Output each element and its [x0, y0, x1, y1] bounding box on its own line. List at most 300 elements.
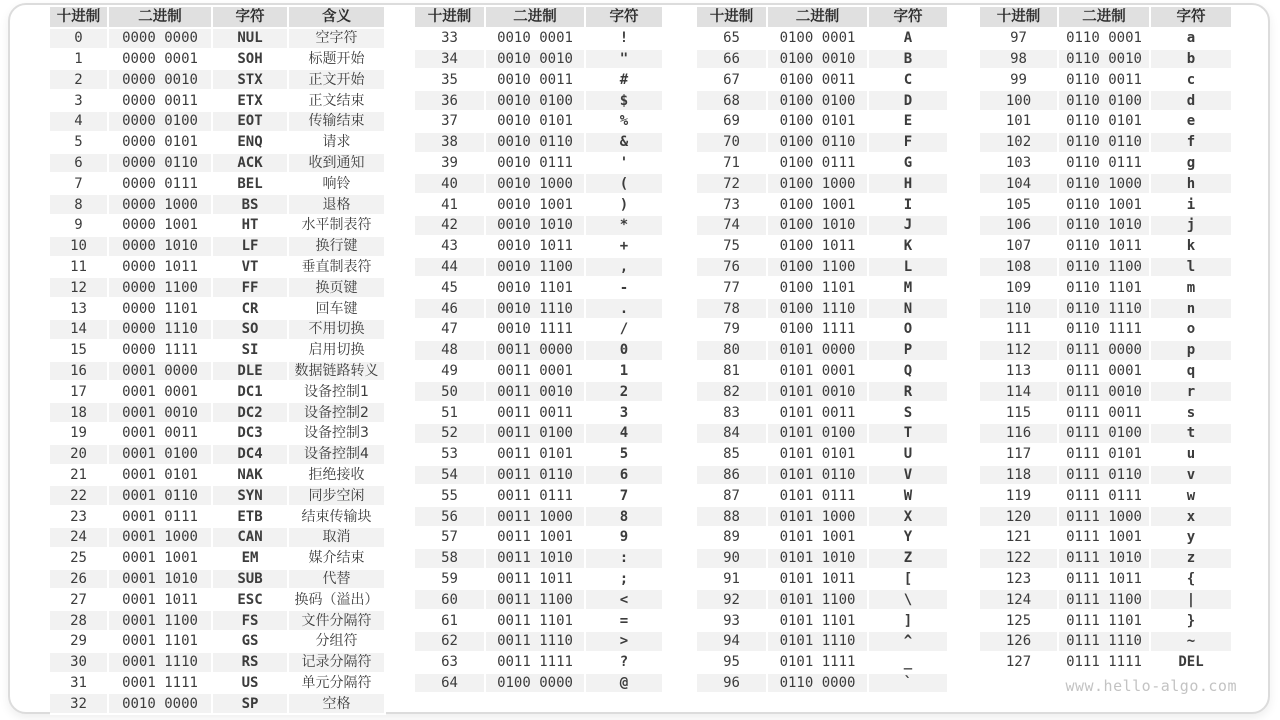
binary-cell: 0111 0010 [1058, 381, 1150, 402]
binary-cell: 0101 1000 [767, 506, 868, 527]
table-header [697, 7, 948, 28]
char-cell: ENQ [212, 132, 288, 153]
binary-cell: 0001 1011 [108, 589, 212, 610]
char-cell: Q [868, 361, 948, 382]
decimal-cell: 10 [50, 236, 108, 257]
decimal-cell: 15 [50, 340, 108, 361]
decimal-cell: 1 [50, 49, 108, 70]
binary-cell: 0001 1111 [108, 673, 212, 694]
char-cell: H [868, 173, 948, 194]
char-cell: > [585, 631, 663, 652]
table-row [415, 610, 663, 631]
table-row [50, 402, 385, 423]
ascii-uppercase-table [697, 7, 949, 694]
decimal-cell: 4 [50, 111, 108, 132]
meaning-cell: 启用切换 [288, 340, 385, 361]
meaning-cell: 垂直制表符 [288, 257, 385, 278]
decimal-cell: 120 [980, 506, 1058, 527]
binary-cell: 0010 1100 [485, 257, 585, 278]
char-cell: z [1150, 548, 1232, 569]
decimal-cell: 92 [697, 589, 767, 610]
decimal-cell: 36 [415, 90, 485, 111]
meaning-cell: 空字符 [288, 28, 385, 49]
binary-cell: 0101 0011 [767, 402, 868, 423]
table-row [415, 215, 663, 236]
char-cell: n [1150, 298, 1232, 319]
binary-cell: 0111 1101 [1058, 610, 1150, 631]
char-cell: w [1150, 485, 1232, 506]
char-cell: j [1150, 215, 1232, 236]
table-row [415, 28, 663, 49]
char-cell: SYN [212, 485, 288, 506]
decimal-cell: 74 [697, 215, 767, 236]
binary-cell: 0100 0101 [767, 111, 868, 132]
table-row [697, 402, 948, 423]
decimal-cell: 89 [697, 527, 767, 548]
decimal-cell: 97 [980, 28, 1058, 49]
decimal-cell: 7 [50, 173, 108, 194]
char-cell: $ [585, 90, 663, 111]
meaning-cell: 不用切换 [288, 319, 385, 340]
binary-cell: 0111 1000 [1058, 506, 1150, 527]
binary-cell: 0100 0011 [767, 69, 868, 90]
char-cell: g [1150, 153, 1232, 174]
char-cell: VT [212, 257, 288, 278]
binary-cell: 0100 1010 [767, 215, 868, 236]
decimal-cell: 27 [50, 589, 108, 610]
binary-cell: 0001 0011 [108, 423, 212, 444]
decimal-cell: 88 [697, 506, 767, 527]
binary-cell: 0110 0100 [1058, 90, 1150, 111]
table-row [697, 340, 948, 361]
binary-cell: 0010 0011 [485, 69, 585, 90]
binary-cell: 0110 1101 [1058, 277, 1150, 298]
char-cell: ^ [868, 631, 948, 652]
table-row [415, 381, 663, 402]
table-row [50, 423, 385, 444]
char-cell: ~ [1150, 631, 1232, 652]
char-cell: h [1150, 173, 1232, 194]
char-cell: , [585, 257, 663, 278]
decimal-cell: 21 [50, 465, 108, 486]
binary-cell: 0100 1101 [767, 277, 868, 298]
table-header [415, 7, 663, 28]
binary-cell: 0111 0011 [1058, 402, 1150, 423]
decimal-cell: 114 [980, 381, 1058, 402]
meaning-cell: 设备控制2 [288, 402, 385, 423]
char-cell: DLE [212, 361, 288, 382]
table-row [50, 28, 385, 49]
column-header: 字符 [212, 7, 288, 28]
binary-cell: 0010 0001 [485, 28, 585, 49]
binary-cell: 0000 0010 [108, 69, 212, 90]
table-row [50, 631, 385, 652]
char-cell: GS [212, 631, 288, 652]
table-row [50, 236, 385, 257]
char-cell: S [868, 402, 948, 423]
decimal-cell: 14 [50, 319, 108, 340]
decimal-cell: 59 [415, 569, 485, 590]
char-cell: DC3 [212, 423, 288, 444]
table-row [415, 298, 663, 319]
table-row [697, 569, 948, 590]
table-row [50, 319, 385, 340]
char-cell: ) [585, 194, 663, 215]
char-cell: r [1150, 381, 1232, 402]
binary-cell: 0110 0000 [767, 673, 868, 694]
meaning-cell: 响铃 [288, 173, 385, 194]
table-row [980, 236, 1232, 257]
table-row [697, 132, 948, 153]
char-cell: * [585, 215, 663, 236]
table-row [980, 610, 1232, 631]
table-row [50, 173, 385, 194]
char-cell: i [1150, 194, 1232, 215]
binary-cell: 0010 0000 [108, 693, 212, 714]
decimal-cell: 18 [50, 402, 108, 423]
binary-cell: 0110 1111 [1058, 319, 1150, 340]
decimal-cell: 60 [415, 589, 485, 610]
table-row [697, 361, 948, 382]
binary-cell: 0010 1011 [485, 236, 585, 257]
decimal-cell: 125 [980, 610, 1058, 631]
char-cell: _ [868, 652, 948, 673]
decimal-cell: 58 [415, 548, 485, 569]
char-cell: % [585, 111, 663, 132]
binary-cell: 0100 1001 [767, 194, 868, 215]
table-row [415, 277, 663, 298]
binary-cell: 0100 1100 [767, 257, 868, 278]
char-cell: US [212, 673, 288, 694]
decimal-cell: 123 [980, 569, 1058, 590]
char-cell: | [1150, 589, 1232, 610]
decimal-cell: 44 [415, 257, 485, 278]
binary-cell: 0000 1000 [108, 194, 212, 215]
binary-cell: 0100 1111 [767, 319, 868, 340]
decimal-cell: 52 [415, 423, 485, 444]
decimal-cell: 67 [697, 69, 767, 90]
char-cell: CR [212, 298, 288, 319]
table-row [980, 652, 1232, 673]
decimal-cell: 126 [980, 631, 1058, 652]
decimal-cell: 9 [50, 215, 108, 236]
decimal-cell: 11 [50, 257, 108, 278]
table-row [50, 49, 385, 70]
table-row [50, 153, 385, 174]
binary-cell: 0001 0101 [108, 465, 212, 486]
decimal-cell: 81 [697, 361, 767, 382]
meaning-cell: 代替 [288, 569, 385, 590]
char-cell: p [1150, 340, 1232, 361]
char-cell: d [1150, 90, 1232, 111]
char-cell: ACK [212, 153, 288, 174]
binary-cell: 0001 0010 [108, 402, 212, 423]
decimal-cell: 47 [415, 319, 485, 340]
column-header: 十进制 [50, 7, 108, 28]
char-cell: ; [585, 569, 663, 590]
decimal-cell: 96 [697, 673, 767, 694]
binary-cell: 0011 0011 [485, 402, 585, 423]
decimal-cell: 73 [697, 194, 767, 215]
binary-cell: 0010 1000 [485, 173, 585, 194]
char-cell: I [868, 194, 948, 215]
meaning-cell: 结束传输块 [288, 506, 385, 527]
char-cell: f [1150, 132, 1232, 153]
decimal-cell: 78 [697, 298, 767, 319]
binary-cell: 0101 1001 [767, 527, 868, 548]
column-header: 十进制 [415, 7, 485, 28]
decimal-cell: 3 [50, 90, 108, 111]
char-cell: = [585, 610, 663, 631]
decimal-cell: 95 [697, 652, 767, 673]
meaning-cell: 正文开始 [288, 69, 385, 90]
char-cell: DC4 [212, 444, 288, 465]
meaning-cell: 传输结束 [288, 111, 385, 132]
table-row [50, 485, 385, 506]
char-cell: DEL [1150, 652, 1232, 673]
char-cell: ! [585, 28, 663, 49]
char-cell: 5 [585, 444, 663, 465]
decimal-cell: 24 [50, 527, 108, 548]
binary-cell: 0011 0101 [485, 444, 585, 465]
table-row [415, 257, 663, 278]
binary-cell: 0101 0010 [767, 381, 868, 402]
char-cell: SP [212, 693, 288, 714]
decimal-cell: 2 [50, 69, 108, 90]
table-row [697, 69, 948, 90]
decimal-cell: 13 [50, 298, 108, 319]
table-row [980, 173, 1232, 194]
table-row [697, 652, 948, 673]
decimal-cell: 111 [980, 319, 1058, 340]
decimal-cell: 64 [415, 673, 485, 694]
binary-cell: 0001 1010 [108, 569, 212, 590]
char-cell: C [868, 69, 948, 90]
table-row [697, 111, 948, 132]
char-cell: v [1150, 465, 1232, 486]
table-row [980, 465, 1232, 486]
binary-cell: 0111 1001 [1058, 527, 1150, 548]
meaning-cell: 回车键 [288, 298, 385, 319]
table-row [980, 49, 1232, 70]
decimal-cell: 90 [697, 548, 767, 569]
binary-cell: 0010 0100 [485, 90, 585, 111]
char-cell: A [868, 28, 948, 49]
meaning-cell: 收到通知 [288, 153, 385, 174]
binary-cell: 0101 0001 [767, 361, 868, 382]
table-row [415, 90, 663, 111]
decimal-cell: 46 [415, 298, 485, 319]
char-cell: 4 [585, 423, 663, 444]
decimal-cell: 112 [980, 340, 1058, 361]
binary-cell: 0000 0100 [108, 111, 212, 132]
table-row [980, 298, 1232, 319]
binary-cell: 0011 0010 [485, 381, 585, 402]
table-row [50, 90, 385, 111]
decimal-cell: 20 [50, 444, 108, 465]
table-row [415, 49, 663, 70]
table-body [697, 28, 948, 694]
column-header: 含义 [288, 7, 385, 28]
char-cell: 3 [585, 402, 663, 423]
decimal-cell: 34 [415, 49, 485, 70]
binary-cell: 0011 1011 [485, 569, 585, 590]
decimal-cell: 109 [980, 277, 1058, 298]
table-row [415, 194, 663, 215]
decimal-cell: 106 [980, 215, 1058, 236]
char-cell: HT [212, 215, 288, 236]
table-row [980, 153, 1232, 174]
table-row [980, 132, 1232, 153]
decimal-cell: 94 [697, 631, 767, 652]
binary-cell: 0110 1000 [1058, 173, 1150, 194]
char-cell: ETB [212, 506, 288, 527]
binary-cell: 0111 0101 [1058, 444, 1150, 465]
binary-cell: 0000 1011 [108, 257, 212, 278]
decimal-cell: 57 [415, 527, 485, 548]
binary-cell: 0001 0100 [108, 444, 212, 465]
char-cell: BS [212, 194, 288, 215]
char-cell: : [585, 548, 663, 569]
table-row [50, 527, 385, 548]
binary-cell: 0101 1100 [767, 589, 868, 610]
char-cell: R [868, 381, 948, 402]
binary-cell: 0000 1100 [108, 277, 212, 298]
binary-cell: 0101 0100 [767, 423, 868, 444]
decimal-cell: 108 [980, 257, 1058, 278]
binary-cell: 0111 1011 [1058, 569, 1150, 590]
binary-cell: 0101 0110 [767, 465, 868, 486]
table-row [50, 506, 385, 527]
decimal-cell: 113 [980, 361, 1058, 382]
ascii-symbols-digits-table [415, 7, 664, 694]
char-cell: FS [212, 610, 288, 631]
binary-cell: 0011 1111 [485, 652, 585, 673]
decimal-cell: 22 [50, 485, 108, 506]
char-cell: k [1150, 236, 1232, 257]
char-cell: m [1150, 277, 1232, 298]
decimal-cell: 65 [697, 28, 767, 49]
table-row [415, 361, 663, 382]
table-row [980, 423, 1232, 444]
table-row [697, 589, 948, 610]
meaning-cell: 文件分隔符 [288, 610, 385, 631]
table-row [415, 340, 663, 361]
binary-cell: 0101 0000 [767, 340, 868, 361]
binary-cell: 0001 1000 [108, 527, 212, 548]
char-cell: LF [212, 236, 288, 257]
meaning-cell: 取消 [288, 527, 385, 548]
binary-cell: 0110 1001 [1058, 194, 1150, 215]
char-cell: CAN [212, 527, 288, 548]
char-cell: 2 [585, 381, 663, 402]
binary-cell: 0001 0111 [108, 506, 212, 527]
table-row [50, 569, 385, 590]
decimal-cell: 100 [980, 90, 1058, 111]
char-cell: \ [868, 589, 948, 610]
binary-cell: 0100 0100 [767, 90, 868, 111]
table-row [697, 485, 948, 506]
table-row [980, 402, 1232, 423]
decimal-cell: 51 [415, 402, 485, 423]
meaning-cell: 媒介结束 [288, 548, 385, 569]
decimal-cell: 62 [415, 631, 485, 652]
table-row [980, 569, 1232, 590]
binary-cell: 0111 1110 [1058, 631, 1150, 652]
table-row [980, 444, 1232, 465]
decimal-cell: 84 [697, 423, 767, 444]
char-cell: ` [868, 673, 948, 694]
binary-cell: 0010 1101 [485, 277, 585, 298]
table-row [697, 153, 948, 174]
column-header: 字符 [585, 7, 663, 28]
decimal-cell: 85 [697, 444, 767, 465]
decimal-cell: 68 [697, 90, 767, 111]
table-row [980, 506, 1232, 527]
binary-cell: 0001 1100 [108, 610, 212, 631]
binary-cell: 0100 0010 [767, 49, 868, 70]
table-row [50, 589, 385, 610]
table-row [697, 631, 948, 652]
meaning-cell: 记录分隔符 [288, 652, 385, 673]
binary-cell: 0111 0100 [1058, 423, 1150, 444]
table-row [980, 361, 1232, 382]
table-row [415, 319, 663, 340]
table-row [697, 673, 948, 694]
binary-cell: 0101 1011 [767, 569, 868, 590]
binary-cell: 0010 1001 [485, 194, 585, 215]
decimal-cell: 61 [415, 610, 485, 631]
binary-cell: 0001 0000 [108, 361, 212, 382]
meaning-cell: 单元分隔符 [288, 673, 385, 694]
binary-cell: 0010 0110 [485, 132, 585, 153]
decimal-cell: 76 [697, 257, 767, 278]
table-row [415, 465, 663, 486]
table-row [415, 153, 663, 174]
char-cell: NAK [212, 465, 288, 486]
binary-cell: 0100 0001 [767, 28, 868, 49]
char-cell: # [585, 69, 663, 90]
binary-cell: 0000 1010 [108, 236, 212, 257]
table-row [50, 132, 385, 153]
binary-cell: 0100 0110 [767, 132, 868, 153]
table-row [980, 194, 1232, 215]
char-cell: / [585, 319, 663, 340]
char-cell: G [868, 153, 948, 174]
table-row [697, 298, 948, 319]
table-row [50, 111, 385, 132]
table-row [980, 548, 1232, 569]
decimal-cell: 110 [980, 298, 1058, 319]
table-row [980, 485, 1232, 506]
decimal-cell: 48 [415, 340, 485, 361]
decimal-cell: 86 [697, 465, 767, 486]
binary-cell: 0100 1110 [767, 298, 868, 319]
char-cell: 6 [585, 465, 663, 486]
table-row [415, 569, 663, 590]
decimal-cell: 45 [415, 277, 485, 298]
decimal-cell: 12 [50, 277, 108, 298]
binary-cell: 0111 1010 [1058, 548, 1150, 569]
table-row [415, 485, 663, 506]
meaning-cell: 设备控制4 [288, 444, 385, 465]
meaning-cell: 设备控制3 [288, 423, 385, 444]
decimal-cell: 5 [50, 132, 108, 153]
table-row [980, 319, 1232, 340]
meaning-cell: 换码（溢出） [288, 589, 385, 610]
table-row [415, 236, 663, 257]
decimal-cell: 69 [697, 111, 767, 132]
